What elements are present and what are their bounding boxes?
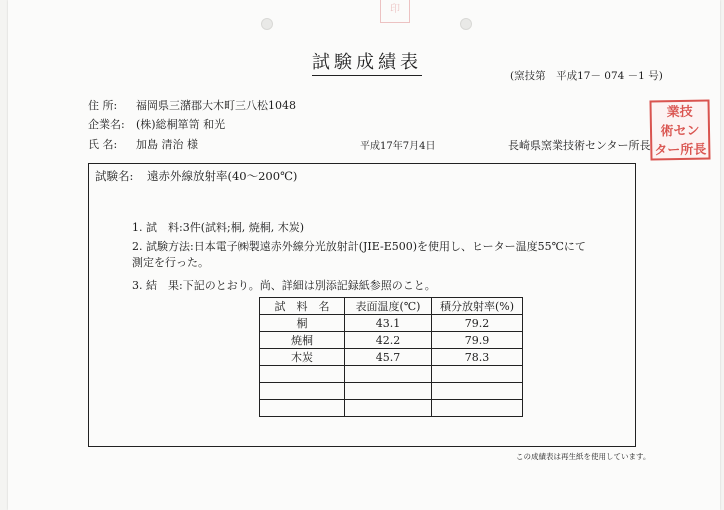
item-label: 試 料:: [146, 221, 183, 234]
document-title: 試験成績表: [312, 48, 422, 76]
item-method: [132, 238, 586, 254]
top-stamp: 印: [380, 0, 410, 23]
issuer-name: 長崎県窯業技術センター所長: [508, 139, 651, 152]
column-header-sample: 試 料 名: [260, 298, 345, 315]
item-method-continued: [132, 254, 209, 270]
sample-cell: [260, 366, 345, 383]
table-row: [260, 315, 523, 332]
address-label: 住 所:: [88, 99, 118, 112]
item-sample: [132, 219, 304, 235]
temp-cell: 45.7: [345, 349, 432, 366]
name-value: 加島 清治 様: [136, 138, 198, 151]
address-row: [88, 97, 296, 113]
item-number: 3.: [132, 279, 143, 292]
sample-cell: 焼桐: [260, 332, 345, 349]
name-label: 氏 名:: [88, 138, 118, 151]
item-number: 1.: [132, 221, 143, 234]
temp-cell: 42.2: [345, 332, 432, 349]
punch-hole-right: [460, 18, 472, 30]
table-row: [260, 332, 523, 349]
company-value: (株)総桐箪笥 和光: [136, 118, 226, 131]
item-label: 結 果:: [146, 279, 183, 292]
temp-cell: [345, 383, 432, 400]
address-value: 福岡県三潴郡大木町三八松1048: [136, 99, 296, 112]
company-row: [88, 116, 225, 132]
table-header-row: [260, 298, 523, 315]
column-header-surface-temp: 表面温度(℃): [345, 298, 432, 315]
item-text: 日本電子㈱製遠赤外線分光放射計(JIE-E500)を使用し、ヒーター温度55℃にて: [193, 240, 586, 253]
item-result: [132, 277, 436, 293]
emissivity-cell: 79.2: [432, 315, 523, 332]
table-row: [260, 400, 523, 417]
company-label: 企業名:: [88, 118, 125, 131]
item-text: 測定を行った。: [132, 256, 209, 269]
item-text: 3件(試料;桐, 焼桐, 木炭): [182, 221, 304, 234]
emissivity-cell: [432, 383, 523, 400]
sample-cell: [260, 383, 345, 400]
temp-cell: 43.1: [345, 315, 432, 332]
test-name-value: 遠赤外線放射率(40～200℃): [147, 169, 298, 183]
results-table: [259, 297, 523, 417]
issue-date: 平成17年7月4日: [360, 141, 436, 152]
table-row: [260, 366, 523, 383]
column-header-emissivity: 積分放射率(%): [432, 298, 523, 315]
temp-cell: [345, 400, 432, 417]
seal-line: 術セン: [660, 123, 700, 140]
item-number: 2.: [132, 240, 143, 253]
emissivity-cell: [432, 366, 523, 383]
table-row: [260, 349, 523, 366]
sample-cell: 桐: [260, 315, 345, 332]
emissivity-cell: 78.3: [432, 349, 523, 366]
item-label: 試験方法:: [146, 240, 194, 253]
sample-cell: 木炭: [260, 349, 345, 366]
official-seal: [649, 99, 710, 160]
test-name-row: [95, 168, 297, 184]
table-row: [260, 383, 523, 400]
seal-line: ター所長: [654, 142, 707, 159]
punch-hole-left: [261, 18, 273, 30]
temp-cell: [345, 366, 432, 383]
seal-line: 業技: [666, 104, 693, 121]
recycled-paper-note: この成績表は再生紙を使用しています。: [516, 452, 651, 461]
test-name-label: 試験名:: [95, 169, 134, 183]
sample-cell: [260, 400, 345, 417]
emissivity-cell: [432, 400, 523, 417]
item-text: 下記のとおり。尚、詳細は別添記録紙参照のこと。: [182, 279, 436, 292]
document-number: (窯技第 平成17－ 074 －1 号): [510, 70, 663, 82]
emissivity-cell: 79.9: [432, 332, 523, 349]
name-row: [88, 136, 198, 152]
